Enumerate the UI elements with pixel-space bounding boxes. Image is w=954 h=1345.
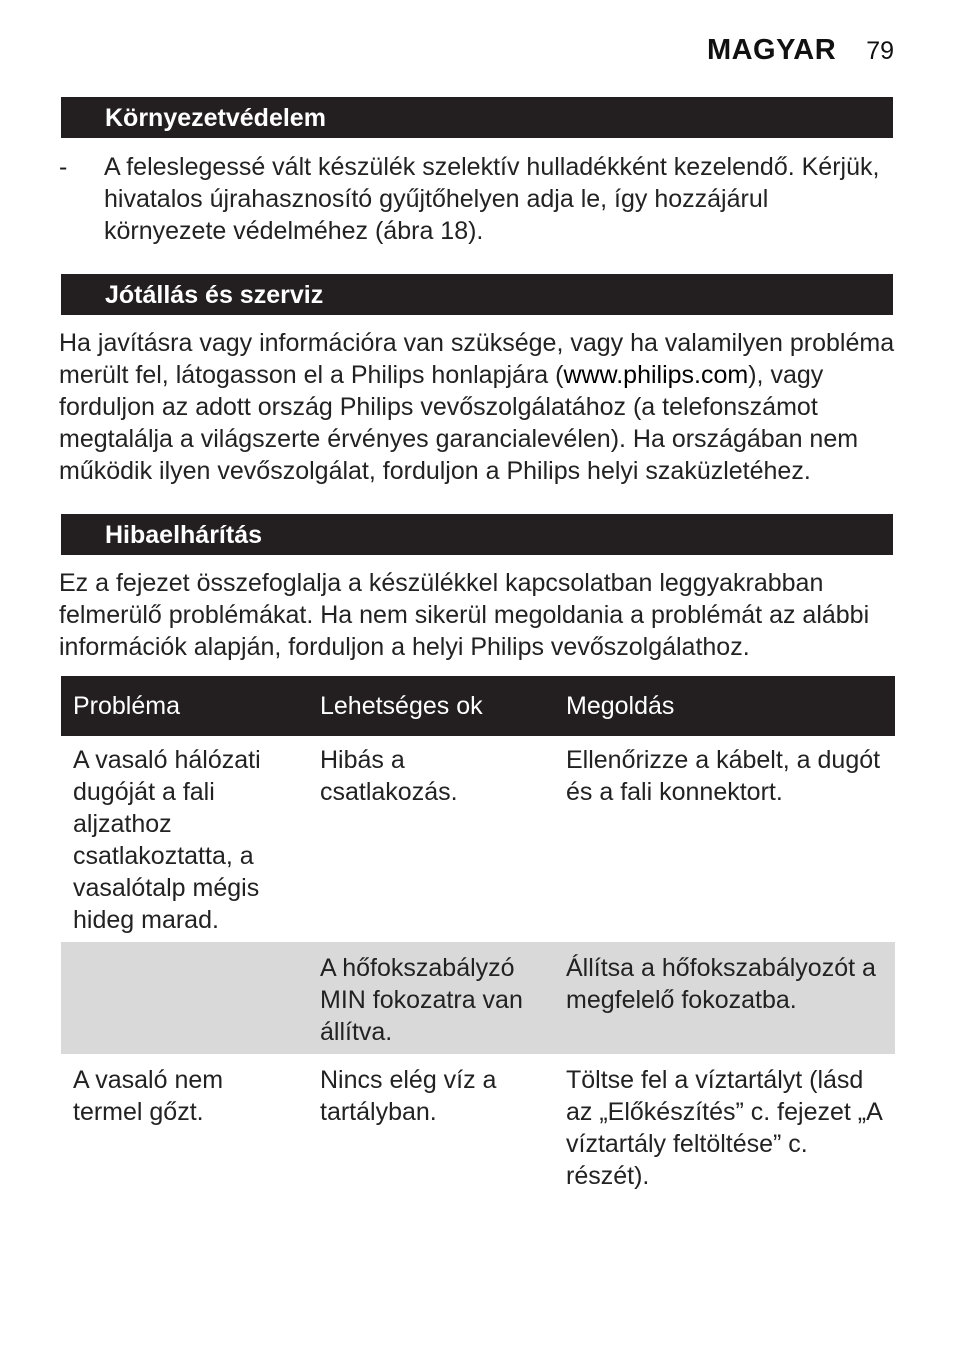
language-label: MAGYAR xyxy=(706,34,837,66)
cell-problem xyxy=(61,942,308,1054)
cell-problem: A vasaló hálózati dugóját a fali aljzathoz csatlakoztatta, a vasalótalp mégis hideg marad. xyxy=(73,746,261,934)
table-header-row xyxy=(61,676,895,736)
table-row xyxy=(61,736,895,942)
philips-url-link[interactable]: www.philips.com xyxy=(563,361,749,389)
cell-cause: Nincs elég víz a tartályban. xyxy=(320,1066,497,1126)
page-header xyxy=(707,34,894,67)
section-heading-environment: Környezetvédelem xyxy=(61,97,893,138)
environment-text: A feleslegessé vált készülék szelektív hulladékként kezelendő. Kérjük, hivatalos újrahasznosító gyűjtőhelyen adja le, így hozzájárul környezete védelméhez (ábra 18). xyxy=(104,153,880,245)
column-header-problem: Probléma xyxy=(61,676,308,736)
warranty-text-after: ), vagy forduljon az adott ország Philips vevőszolgálatához (a telefonszámot megtalálja a világszerte érvényes garancialevélen). Ha országában nem működik ilyen vevőszolgálat, forduljon a Philips helyi szaküzletéhez. xyxy=(59,361,859,485)
column-header-solution: Megoldás xyxy=(554,676,895,736)
table-row xyxy=(61,1054,895,1192)
warranty-text xyxy=(59,327,899,487)
table-row xyxy=(61,942,895,1054)
cell-solution: Töltse fel a víztartályt (lásd az „Előkészítés” c. fejezet „A víztartály feltöltése” c. részét). xyxy=(566,1066,882,1190)
cell-cause: Hibás a csatlakozás. xyxy=(320,746,458,806)
bullet-dash: - xyxy=(59,153,68,181)
cell-problem: A vasaló nem termel gőzt. xyxy=(73,1066,224,1126)
cell-cause: A hőfokszabályzó MIN fokozatra van állítva. xyxy=(308,942,554,1054)
section-heading-troubleshooting: Hibaelhárítás xyxy=(61,514,893,555)
cell-solution: Állítsa a hőfokszabályozót a megfelelő fokozatba. xyxy=(554,942,895,1054)
troubleshooting-table xyxy=(61,676,895,1192)
cell-solution: Ellenőrizze a kábelt, a dugót és a fali konnektort. xyxy=(566,746,881,806)
section-heading-warranty: Jótállás és szerviz xyxy=(61,274,893,315)
column-header-cause: Lehetséges ok xyxy=(308,676,554,736)
page-number: 79 xyxy=(866,37,894,65)
warranty-text-before: Ha javításra vagy információra van szüksége, vagy ha valamilyen probléma merült fel, látogasson el a Philips honlapjára ( xyxy=(59,329,895,389)
troubleshooting-intro: Ez a fejezet összefoglalja a készülékkel kapcsolatban leggyakrabban felmerülő problémákat. Ha nem sikerül megoldania a problémát az alábbi információk alapján, forduljon a helyi Philips vevőszolgálathoz. xyxy=(59,569,870,661)
